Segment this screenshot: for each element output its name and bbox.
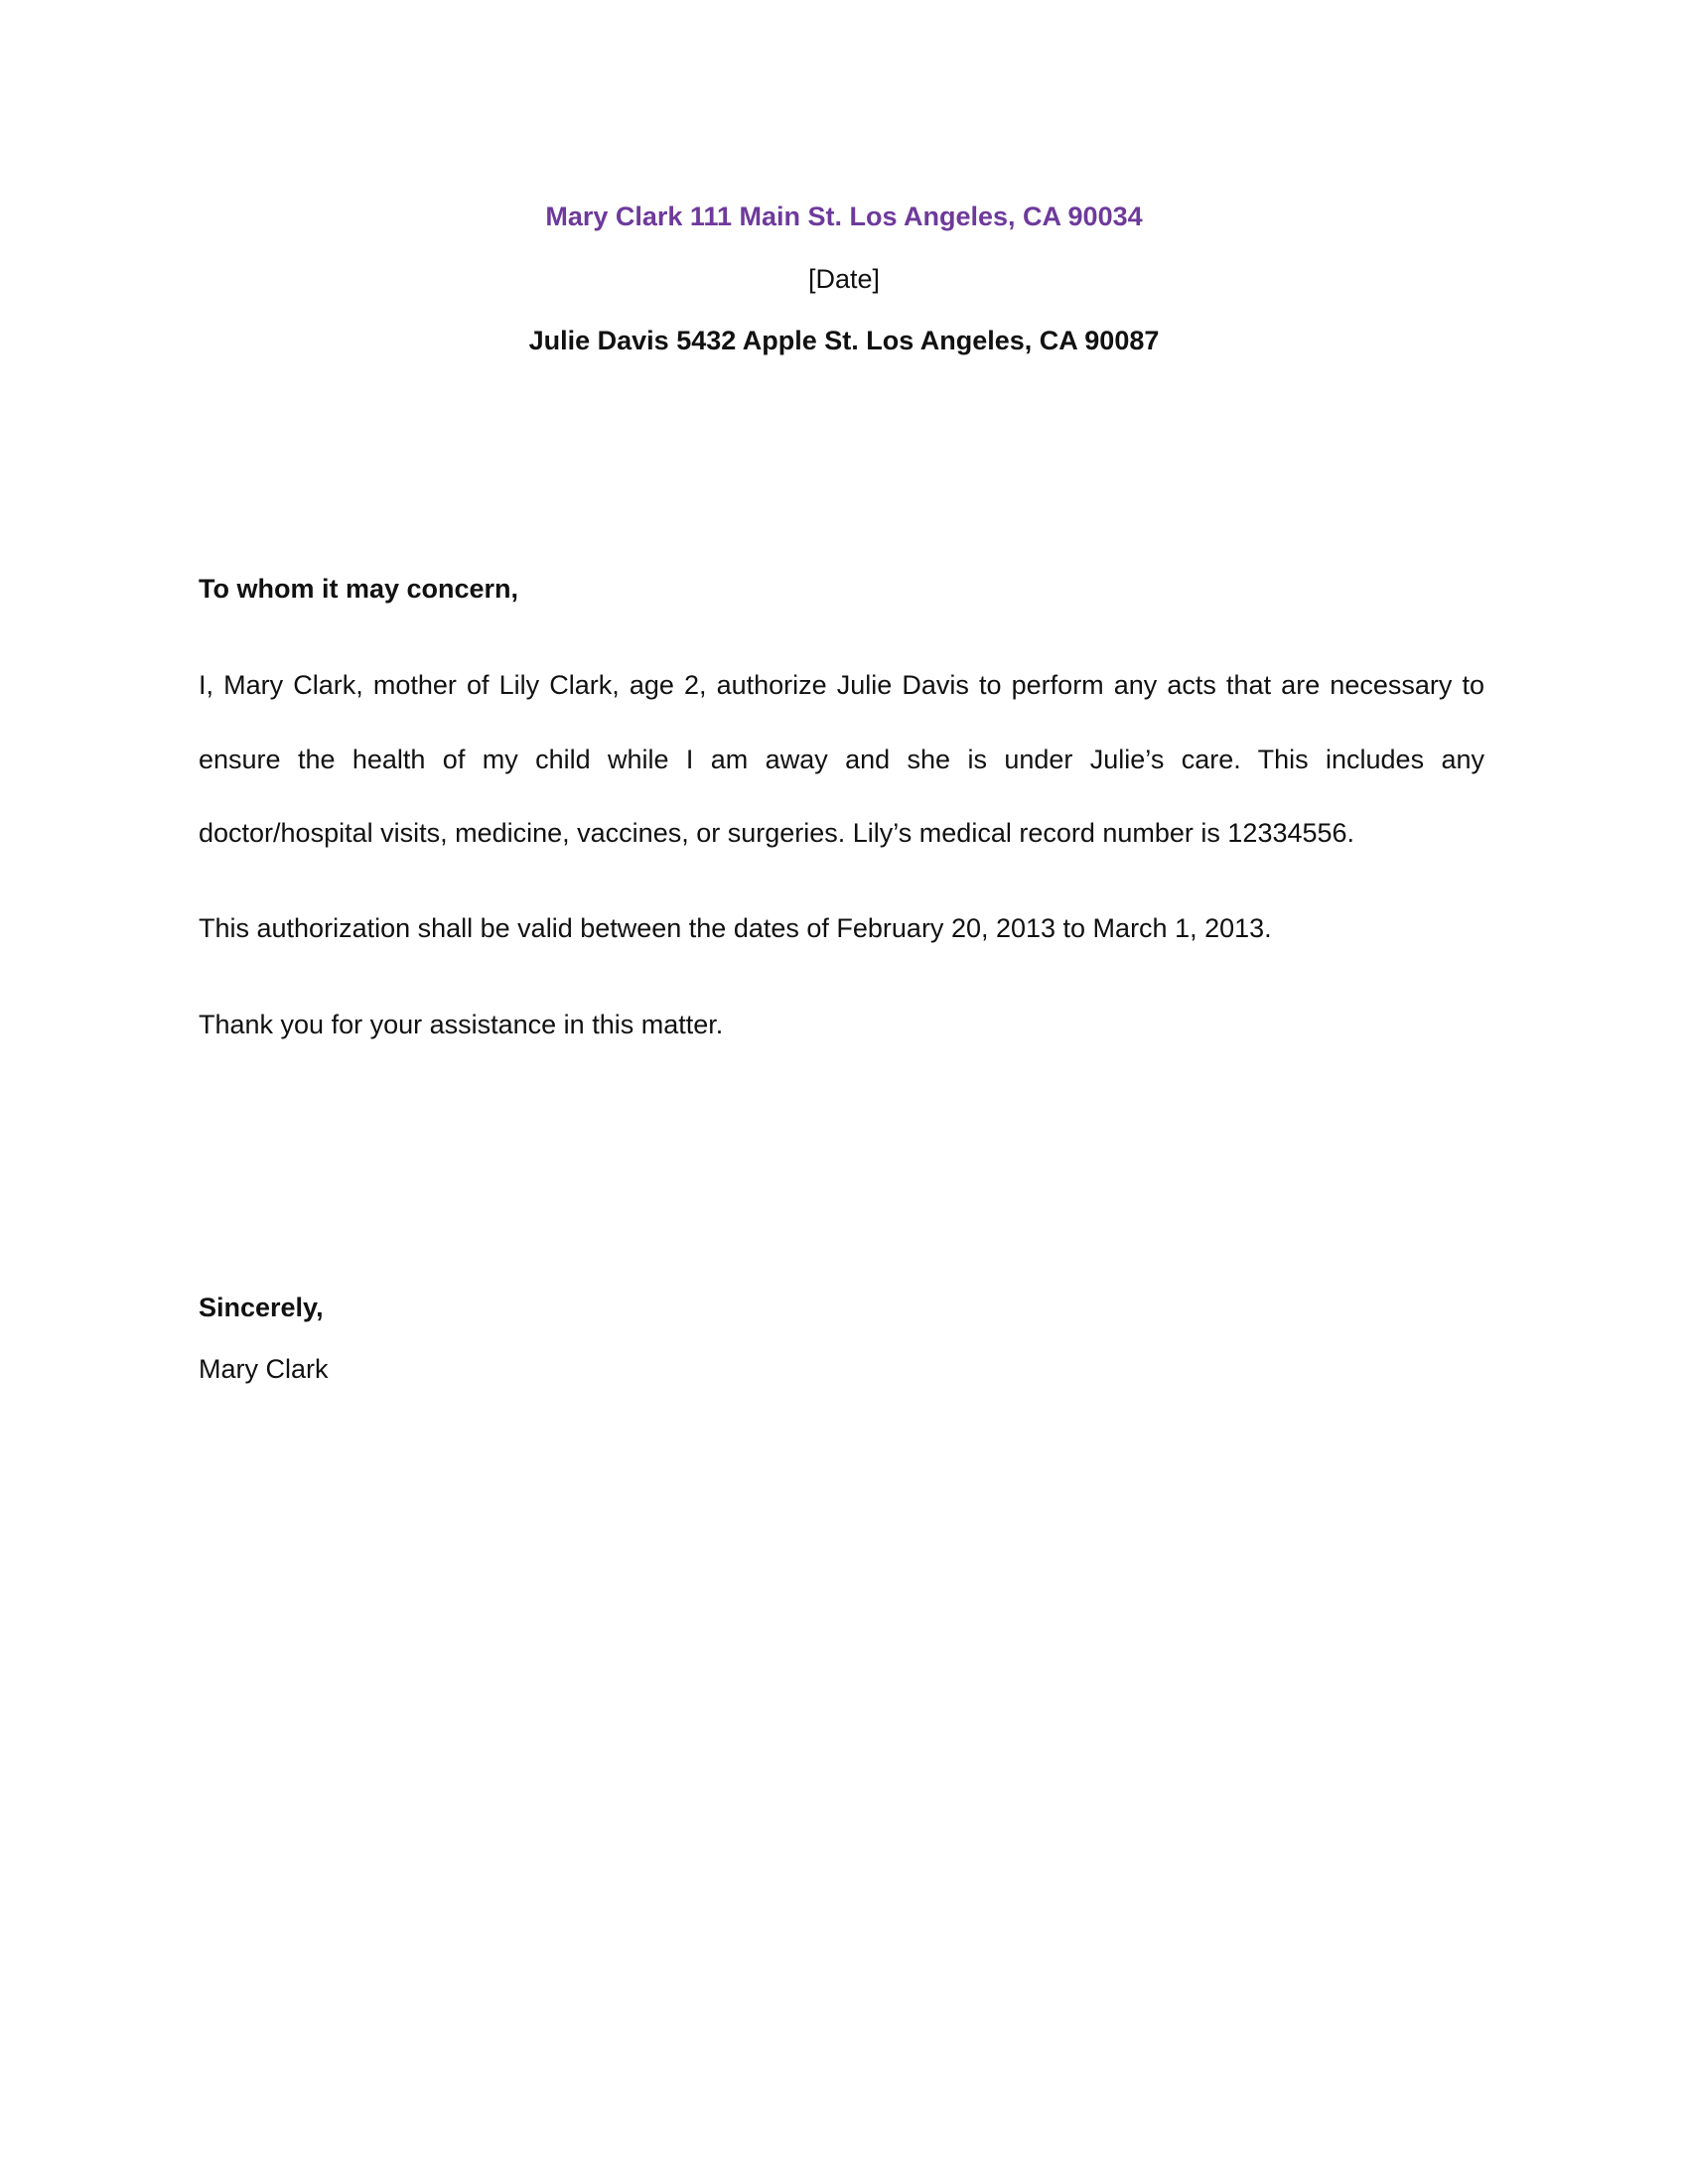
body-line-3: doctor/hospital visits, medicine, vaccines, or surgeries. Lily’s medical record number is 12334556. — [199, 818, 1355, 848]
closing: Sincerely, — [199, 1293, 324, 1322]
sender-address: Mary Clark 111 Main St. Los Angeles, CA 90034 — [545, 202, 1143, 231]
recipient-address: Julie Davis 5432 Apple St. Los Angeles, CA 90087 — [528, 326, 1160, 355]
salutation: To whom it may concern, — [199, 574, 519, 604]
date-placeholder: [Date] — [807, 264, 881, 294]
body-line-2: ensure the health of my child while I am away and she is under Julie’s care. This includes any — [199, 745, 1484, 774]
thanks-paragraph: Thank you for your assistance in this matter. — [199, 1010, 724, 1039]
validity-paragraph: This authorization shall be valid between the dates of February 20, 2013 to March 1, 2013. — [199, 913, 1272, 943]
body-line-1: I, Mary Clark, mother of Lily Clark, age 2, authorize Julie Davis to perform any acts that are necessary to — [199, 670, 1484, 700]
signature-name: Mary Clark — [199, 1354, 329, 1384]
